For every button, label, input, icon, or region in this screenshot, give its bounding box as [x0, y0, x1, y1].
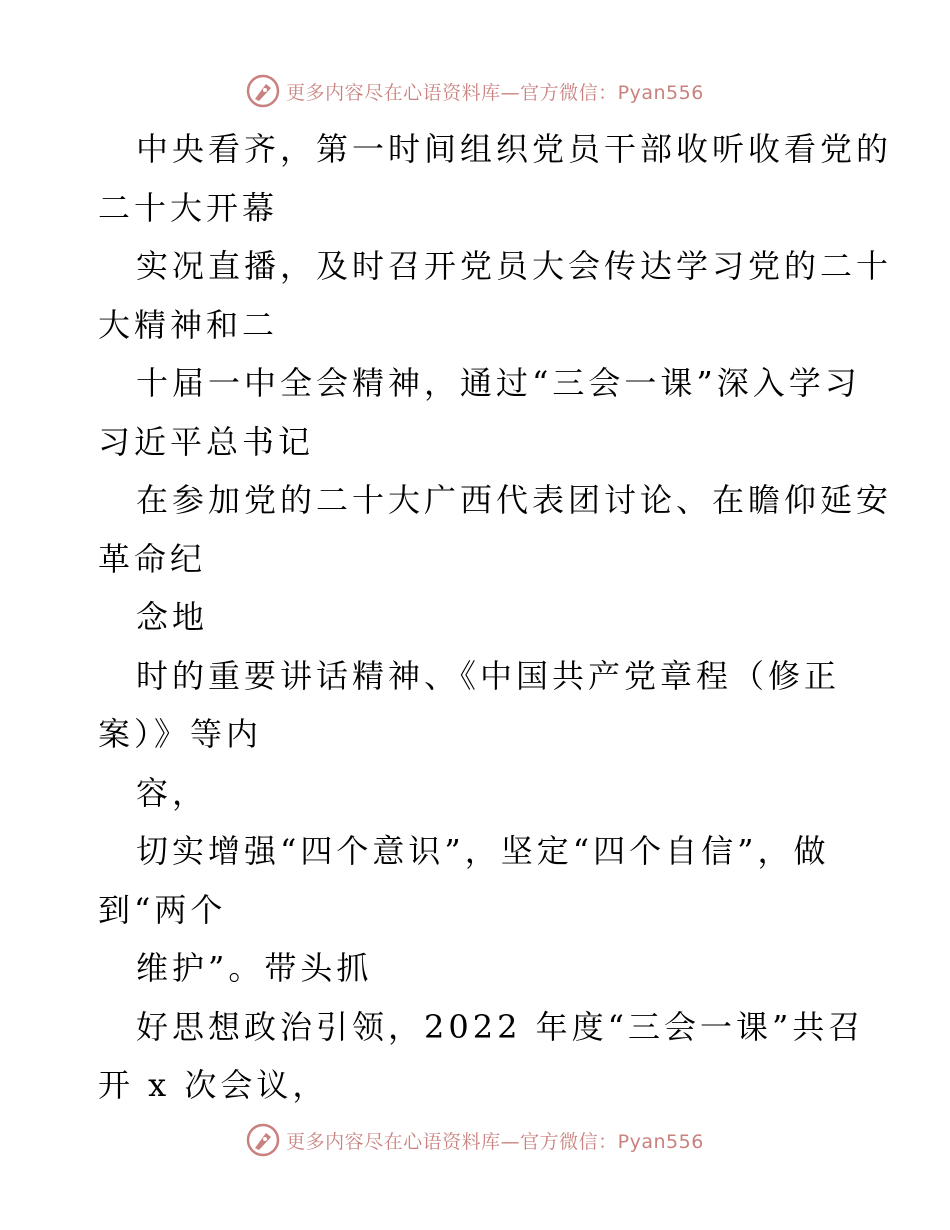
- text-line: 案）》等内: [98, 715, 263, 753]
- watermark-text: 更多内容尽在心语资料库—官方微信：Pyan556: [286, 1130, 704, 1153]
- text-line: 开 x 次会议，: [98, 1066, 329, 1104]
- text-line: 到“两个: [98, 890, 227, 929]
- text-line: 容，: [136, 773, 209, 812]
- text-line: 革命纪: [98, 539, 207, 578]
- text-line: 中央看齐，第一时间组织党员干部收听收看党的: [136, 130, 893, 168]
- text-line: 十届一中全会精神，通过“三会一课”深入学习: [136, 364, 861, 402]
- footer-watermark: [0, 1120, 950, 1160]
- text-line: 大精神和二: [98, 305, 279, 344]
- text-line: 念地: [136, 598, 209, 636]
- document-body: [98, 120, 893, 1115]
- text-line: 时的重要讲话精神、《中国共产党章程（修正: [136, 656, 841, 695]
- pen-nib-logo-icon: [246, 74, 280, 108]
- text-line: 好思想政治引领，2022 年度“三会一课”共召: [136, 1007, 865, 1046]
- text-line: 切实增强“四个意识”，坚定“四个自信”，做: [136, 832, 830, 870]
- header-watermark: [0, 71, 950, 111]
- text-line: 习近平总书记: [98, 422, 315, 461]
- pen-nib-logo-icon: [246, 1123, 280, 1157]
- text-line: 在参加党的二十大广西代表团讨论、在瞻仰延安: [136, 481, 893, 519]
- watermark-text: 更多内容尽在心语资料库—官方微信：Pyan556: [286, 81, 704, 104]
- text-line: 实况直播，及时召开党员大会传达学习党的二十: [136, 247, 893, 285]
- text-line: 维护”。带头抓: [136, 949, 373, 987]
- text-line: 二十大开幕: [98, 188, 279, 227]
